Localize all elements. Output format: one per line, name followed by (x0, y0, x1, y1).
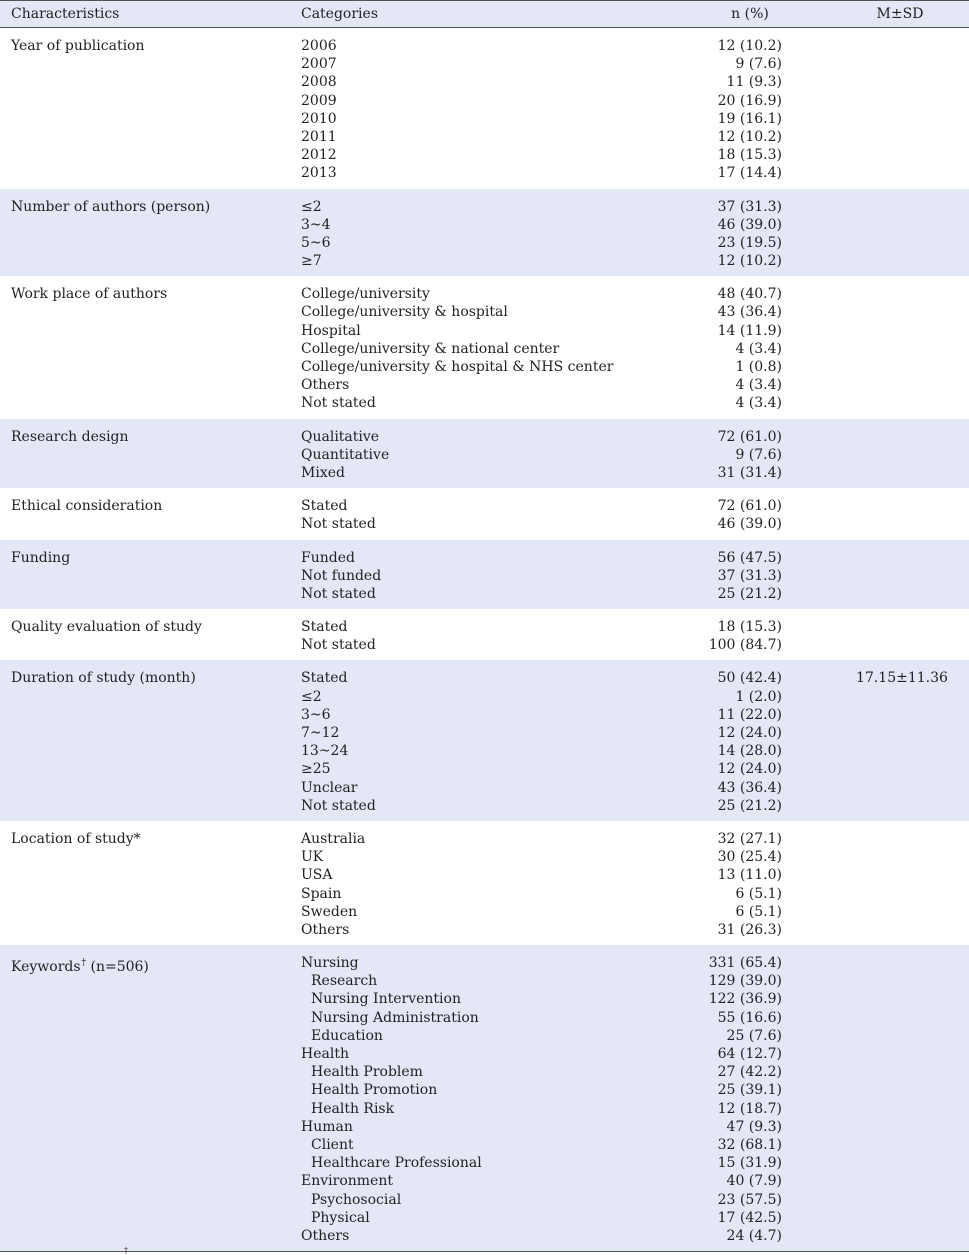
table-row (0, 1063, 969, 1081)
category-cell: Not stated (301, 637, 376, 654)
table-row (0, 73, 969, 91)
table-row (0, 618, 969, 636)
n-percent-cell: 31 (26.3) (717, 921, 782, 938)
n-percent-cell: 43 (36.4) (717, 779, 782, 796)
n-percent-cell: 17 (42.5) (717, 1209, 782, 1226)
category-cell: Health (301, 1046, 349, 1062)
category-cell: 2011 (301, 128, 337, 145)
table-row (0, 1009, 969, 1027)
category-cell: ≥25 (301, 761, 331, 778)
n-percent-cell: 129 (39.0) (708, 973, 782, 990)
table-row (0, 497, 969, 515)
header-characteristics: Characteristics (11, 6, 120, 22)
table-row (0, 303, 969, 321)
subcategory-cell: Physical (311, 1209, 370, 1226)
n-percent-cell: 46 (39.0) (717, 516, 782, 533)
characteristic-label-text: Ethical consideration (11, 498, 163, 515)
characteristic-label-text: Funding (11, 549, 71, 566)
table-row (0, 549, 969, 567)
characteristic-label-suffix: (n=506) (86, 959, 149, 976)
category-cell: Qualitative (301, 428, 380, 445)
n-percent-cell: 100 (84.7) (708, 637, 782, 654)
table-row (0, 903, 969, 921)
category-cell: 2010 (301, 110, 337, 127)
subcategory-cell: Health Risk (311, 1100, 395, 1117)
table-row (0, 1209, 969, 1227)
table-group (0, 540, 969, 610)
n-percent-cell: 11 (22.0) (717, 706, 782, 723)
table-row (0, 92, 969, 110)
table-row (0, 285, 969, 303)
table-row (0, 990, 969, 1008)
n-percent-cell: 1 (0.8) (735, 359, 782, 375)
characteristic-label-text: Quality evaluation of study (11, 619, 202, 636)
category-cell: Environment (301, 1173, 393, 1190)
category-cell: College/university & national center (301, 340, 560, 357)
table-row (0, 146, 969, 164)
table-row (0, 164, 969, 182)
category-cell: Mixed (301, 464, 345, 481)
n-percent-cell: 37 (31.3) (717, 567, 782, 584)
table-group (0, 821, 969, 945)
category-cell: 3~6 (301, 706, 331, 723)
category-cell: Not funded (301, 567, 382, 584)
n-percent-cell: 23 (19.5) (717, 234, 782, 251)
table-row (0, 515, 969, 533)
category-cell: 5~6 (301, 234, 331, 251)
category-cell: Sweden (301, 903, 358, 920)
n-percent-cell: 46 (39.0) (717, 216, 782, 233)
n-percent-cell: 18 (15.3) (717, 619, 782, 636)
n-percent-cell: 19 (16.1) (717, 110, 782, 127)
table-row (0, 797, 969, 815)
table-row (0, 464, 969, 482)
category-cell: Stated (301, 619, 348, 636)
category-cell: Not stated (301, 395, 376, 412)
n-percent-cell: 15 (31.9) (717, 1155, 782, 1172)
n-percent-cell: 55 (16.6) (717, 1009, 782, 1026)
n-percent-cell: 23 (57.5) (717, 1191, 782, 1208)
table-row (0, 1027, 969, 1045)
category-cell: 2008 (301, 74, 337, 91)
table-group (0, 276, 969, 418)
n-percent-cell: 56 (47.5) (717, 549, 782, 566)
n-percent-cell: 4 (3.4) (735, 377, 782, 394)
n-percent-cell: 25 (39.1) (717, 1082, 782, 1099)
table-row (0, 866, 969, 884)
n-percent-cell: 17 (14.4) (717, 165, 782, 182)
n-percent-cell: 12 (24.0) (717, 725, 782, 741)
category-cell: ≤2 (301, 688, 322, 705)
table-group (0, 488, 969, 539)
characteristic-label-text: Location of study* (11, 830, 141, 847)
n-percent-cell: 25 (21.2) (717, 797, 782, 814)
n-percent-cell: 32 (68.1) (717, 1136, 782, 1153)
category-cell: 3~4 (301, 216, 331, 233)
table-row (0, 954, 969, 972)
table-row (0, 394, 969, 412)
table-group (0, 609, 969, 660)
n-percent-cell: 25 (7.6) (726, 1027, 782, 1044)
table-row (0, 848, 969, 866)
n-percent-cell: 25 (21.2) (717, 585, 782, 602)
table-row (0, 724, 969, 742)
category-cell: UK (301, 849, 324, 866)
characteristic-label-text: Research design (11, 428, 129, 445)
category-cell: Quantitative (301, 446, 390, 463)
header-m-sd: M±SD (876, 6, 924, 22)
table-row (0, 1100, 969, 1118)
n-percent-cell: 12 (18.7) (717, 1100, 782, 1117)
n-percent-cell: 27 (42.2) (717, 1064, 782, 1081)
category-cell: ≥7 (301, 253, 322, 270)
table-row (0, 688, 969, 706)
table-row (0, 252, 969, 270)
header-categories: Categories (301, 6, 378, 22)
n-percent-cell: 20 (16.9) (717, 92, 782, 109)
table-row (0, 446, 969, 464)
table-row (0, 760, 969, 778)
category-cell: Unclear (301, 779, 358, 796)
characteristic-label-text: Keywords (11, 959, 81, 976)
table-row (0, 376, 969, 394)
table-row (0, 1227, 969, 1245)
table-row (0, 1136, 969, 1154)
table-row (0, 742, 969, 760)
table-row (0, 567, 969, 585)
table-row (0, 340, 969, 358)
category-cell: Not stated (301, 516, 376, 533)
category-cell: Not stated (301, 585, 376, 602)
category-cell: Not stated (301, 797, 376, 814)
characteristic-label-text: Number of authors (person) (11, 198, 211, 215)
table-row (0, 706, 969, 724)
n-percent-cell: 12 (10.2) (717, 128, 782, 145)
n-percent-cell: 4 (3.4) (735, 340, 782, 357)
n-percent-cell: 64 (12.7) (717, 1046, 782, 1062)
n-percent-cell: 12 (24.0) (717, 761, 782, 778)
category-cell: College/university & hospital (301, 304, 508, 321)
n-percent-cell: 11 (9.3) (726, 74, 782, 91)
subcategory-cell: Nursing Intervention (311, 991, 461, 1008)
dagger-mark: † (81, 958, 87, 969)
n-percent-cell: 6 (5.1) (735, 903, 782, 920)
table-row (0, 669, 969, 687)
table-bottom-rule (0, 1251, 969, 1252)
n-percent-cell: 331 (65.4) (708, 955, 782, 972)
subcategory-cell: Health Promotion (311, 1082, 438, 1099)
table-row (0, 1045, 969, 1063)
n-percent-cell: 30 (25.4) (717, 849, 782, 866)
n-percent-cell: 4 (3.4) (735, 395, 782, 412)
table-row (0, 428, 969, 446)
n-percent-cell: 43 (36.4) (717, 304, 782, 321)
category-cell: ≤2 (301, 198, 322, 215)
table-row (0, 37, 969, 55)
table-row (0, 358, 969, 376)
category-cell: Hospital (301, 322, 361, 339)
table-row (0, 636, 969, 654)
n-percent-cell: 14 (28.0) (717, 743, 782, 760)
n-percent-cell: 18 (15.3) (717, 147, 782, 164)
category-cell: 2013 (301, 165, 337, 182)
mean-sd-value: 17.15±11.36 (856, 670, 948, 687)
category-cell: Others (301, 1227, 350, 1244)
table-row (0, 128, 969, 146)
category-cell: Others (301, 377, 350, 394)
subcategory-cell: Psychosocial (311, 1191, 402, 1208)
category-cell: Spain (301, 885, 342, 902)
category-cell: 13~24 (301, 743, 349, 760)
table-body (0, 28, 969, 1251)
subcategory-cell: Research (311, 973, 378, 990)
table-group (0, 660, 969, 821)
table-header (0, 0, 969, 28)
category-cell: 2009 (301, 92, 337, 109)
n-percent-cell: 31 (31.4) (717, 464, 782, 481)
category-cell: College/university (301, 286, 430, 303)
subcategory-cell: Education (311, 1027, 383, 1044)
table-row (0, 1118, 969, 1136)
subcategory-cell: Client (311, 1136, 354, 1153)
table-group (0, 945, 969, 1251)
table-row (0, 972, 969, 990)
category-cell: USA (301, 867, 333, 884)
n-percent-cell: 37 (31.3) (717, 198, 782, 215)
subcategory-cell: Health Problem (311, 1064, 423, 1081)
n-percent-cell: 72 (61.0) (717, 498, 782, 515)
subcategory-cell: Healthcare Professional (311, 1155, 482, 1172)
table-group (0, 28, 969, 189)
category-cell: Stated (301, 498, 348, 515)
table-row (0, 585, 969, 603)
n-percent-cell: 48 (40.7) (717, 286, 782, 303)
n-percent-cell: 24 (4.7) (726, 1227, 782, 1244)
n-percent-cell: 9 (7.6) (735, 56, 782, 73)
n-percent-cell: 1 (2.0) (735, 688, 782, 705)
category-cell: 2006 (301, 38, 337, 54)
category-cell: 2012 (301, 147, 337, 164)
category-cell: Australia (301, 830, 366, 847)
n-percent-cell: 72 (61.0) (717, 428, 782, 445)
table-row (0, 830, 969, 848)
category-cell: 2007 (301, 56, 337, 73)
characteristic-label-text: Year of publication (11, 38, 145, 54)
category-cell: Human (301, 1118, 353, 1135)
characteristic-label-text: Duration of study (month) (11, 670, 196, 687)
table-row (0, 1154, 969, 1172)
table-row (0, 1081, 969, 1099)
category-cell: Others (301, 921, 350, 938)
table-row (0, 198, 969, 216)
table-row (0, 885, 969, 903)
header-n-percent: n (%) (731, 6, 769, 22)
table-row (0, 234, 969, 252)
table-group (0, 189, 969, 277)
table-group (0, 419, 969, 489)
n-percent-cell: 12 (10.2) (717, 253, 782, 270)
n-percent-cell: 40 (7.9) (726, 1173, 782, 1190)
n-percent-cell: 50 (42.4) (717, 670, 782, 687)
table-row (0, 779, 969, 797)
table-row (0, 1172, 969, 1190)
n-percent-cell: 32 (27.1) (717, 830, 782, 847)
n-percent-cell: 47 (9.3) (726, 1118, 782, 1135)
table-row (0, 322, 969, 340)
table-row (0, 110, 969, 128)
n-percent-cell: 14 (11.9) (717, 322, 782, 339)
table-row (0, 921, 969, 939)
category-cell: Nursing (301, 955, 359, 972)
n-percent-cell: 12 (10.2) (717, 38, 782, 54)
subcategory-cell: Nursing Administration (311, 1009, 479, 1026)
characteristic-label-text: Work place of authors (11, 286, 168, 303)
n-percent-cell: 122 (36.9) (708, 991, 782, 1008)
n-percent-cell: 6 (5.1) (735, 885, 782, 902)
category-cell: Stated (301, 670, 348, 687)
n-percent-cell: 13 (11.0) (717, 867, 782, 884)
table-row (0, 216, 969, 234)
category-cell: 7~12 (301, 725, 340, 741)
category-cell: College/university & hospital & NHS center (301, 359, 614, 375)
n-percent-cell: 9 (7.6) (735, 446, 782, 463)
footnote-mark: † (124, 1246, 128, 1255)
table-row (0, 1191, 969, 1209)
category-cell: Funded (301, 549, 355, 566)
table-row (0, 55, 969, 73)
